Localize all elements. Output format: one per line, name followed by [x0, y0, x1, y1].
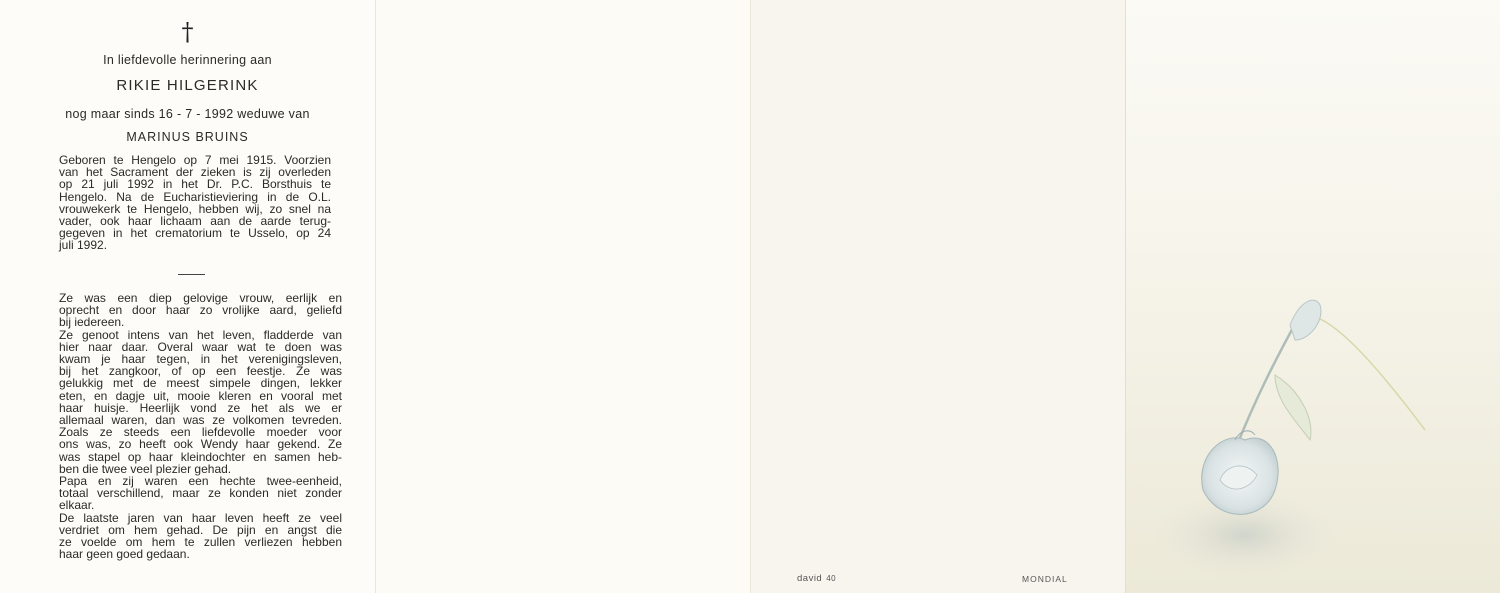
text-line: Hengelo. Na de Eucharistieviering in de O.L. [59, 189, 331, 204]
text-line: allemaal waren, dan was ze volkomen tevreden. [59, 413, 342, 428]
divider-line [178, 274, 205, 275]
rose-illustration-icon [1125, 280, 1500, 593]
publisher-mark [797, 573, 836, 584]
text-line: kwam je haar tegen, in het verenigingsleven, [59, 352, 342, 367]
card-inner-page [375, 0, 750, 593]
text-line: vrouwekerk te Hengelo, hebben wij, zo snel na [59, 201, 331, 216]
text-line: was stapel op haar kleindochter en samen heb- [59, 449, 342, 464]
text-line: ze voelde om hem te zullen verliezen hebben [59, 535, 342, 550]
husband-name: MARINUS BRUINS [126, 130, 249, 144]
text-line: gegeven in het crematorium te Usselo, op 24 [59, 226, 331, 241]
series-mark: MONDIAL [1022, 574, 1068, 584]
birth-death-paragraph [59, 154, 331, 252]
text-line: van het Sacrament der zieken is zij overleden [59, 165, 331, 180]
text-line: verdriet om hem gehad. De pijn en angst die [59, 522, 342, 537]
text-line: Zoals ze steeds een liefdevolle moeder voor [59, 425, 342, 440]
card-left-page [0, 0, 375, 593]
text-line: totaal verschillend, maar ze konden niet zonder [59, 486, 342, 501]
text-line: eten, en dagje uit, mooie kleren en vooral met [59, 388, 342, 403]
card-back-page [750, 0, 1125, 593]
text-line: Ze was een diep gelovige vrouw, eerlijk en [59, 291, 342, 305]
text-line: Geboren te Hengelo op 7 mei 1915. Voorzien [59, 153, 331, 167]
biography-paragraph [59, 292, 342, 560]
text-line: gelukkig met de meest simpele dingen, lekker [59, 376, 342, 391]
deceased-name: RIKIE HILGERINK [116, 77, 259, 94]
text-line: elkaar. [59, 498, 95, 513]
widow-since-line: nog maar sinds 16 - 7 - 1992 weduwe van [65, 107, 310, 121]
text-line: Ze genoot intens van het leven, fladderde van [59, 327, 342, 342]
publisher-name: david [797, 573, 823, 584]
text-line: De laatste jaren van haar leven heeft ze veel [59, 510, 342, 525]
text-line: haar geen goed gedaan. [59, 547, 190, 562]
text-line: haar huisje. Heerlijk vond ze het als we er [59, 400, 342, 415]
cross-icon: † [181, 18, 194, 46]
text-line: oprecht en door haar zo vrolijke aard, geliefd [59, 303, 342, 318]
memorial-intro: In liefdevolle herinnering aan [103, 53, 272, 67]
text-line: ons was, zo heeft ook Wendy haar gekend. Ze [59, 437, 342, 452]
text-line: op 21 juli 1992 in het Dr. P.C. Borsthuis te [59, 177, 331, 192]
text-line: vader, ook haar lichaam aan de aarde terug- [59, 214, 331, 229]
text-line: hier naar daar. Overal waar wat te doen was [59, 339, 342, 354]
publisher-number: 40 [826, 574, 837, 583]
text-line: ben die twee veel plezier gehad. [59, 461, 232, 476]
text-line: Papa en zij waren een hechte twee-eenheid, [59, 474, 342, 489]
text-line: bij iedereen. [59, 315, 125, 330]
text-line: juli 1992. [59, 238, 108, 253]
text-line: bij het zangkoor, of op een feestje. Ze was [59, 364, 342, 379]
